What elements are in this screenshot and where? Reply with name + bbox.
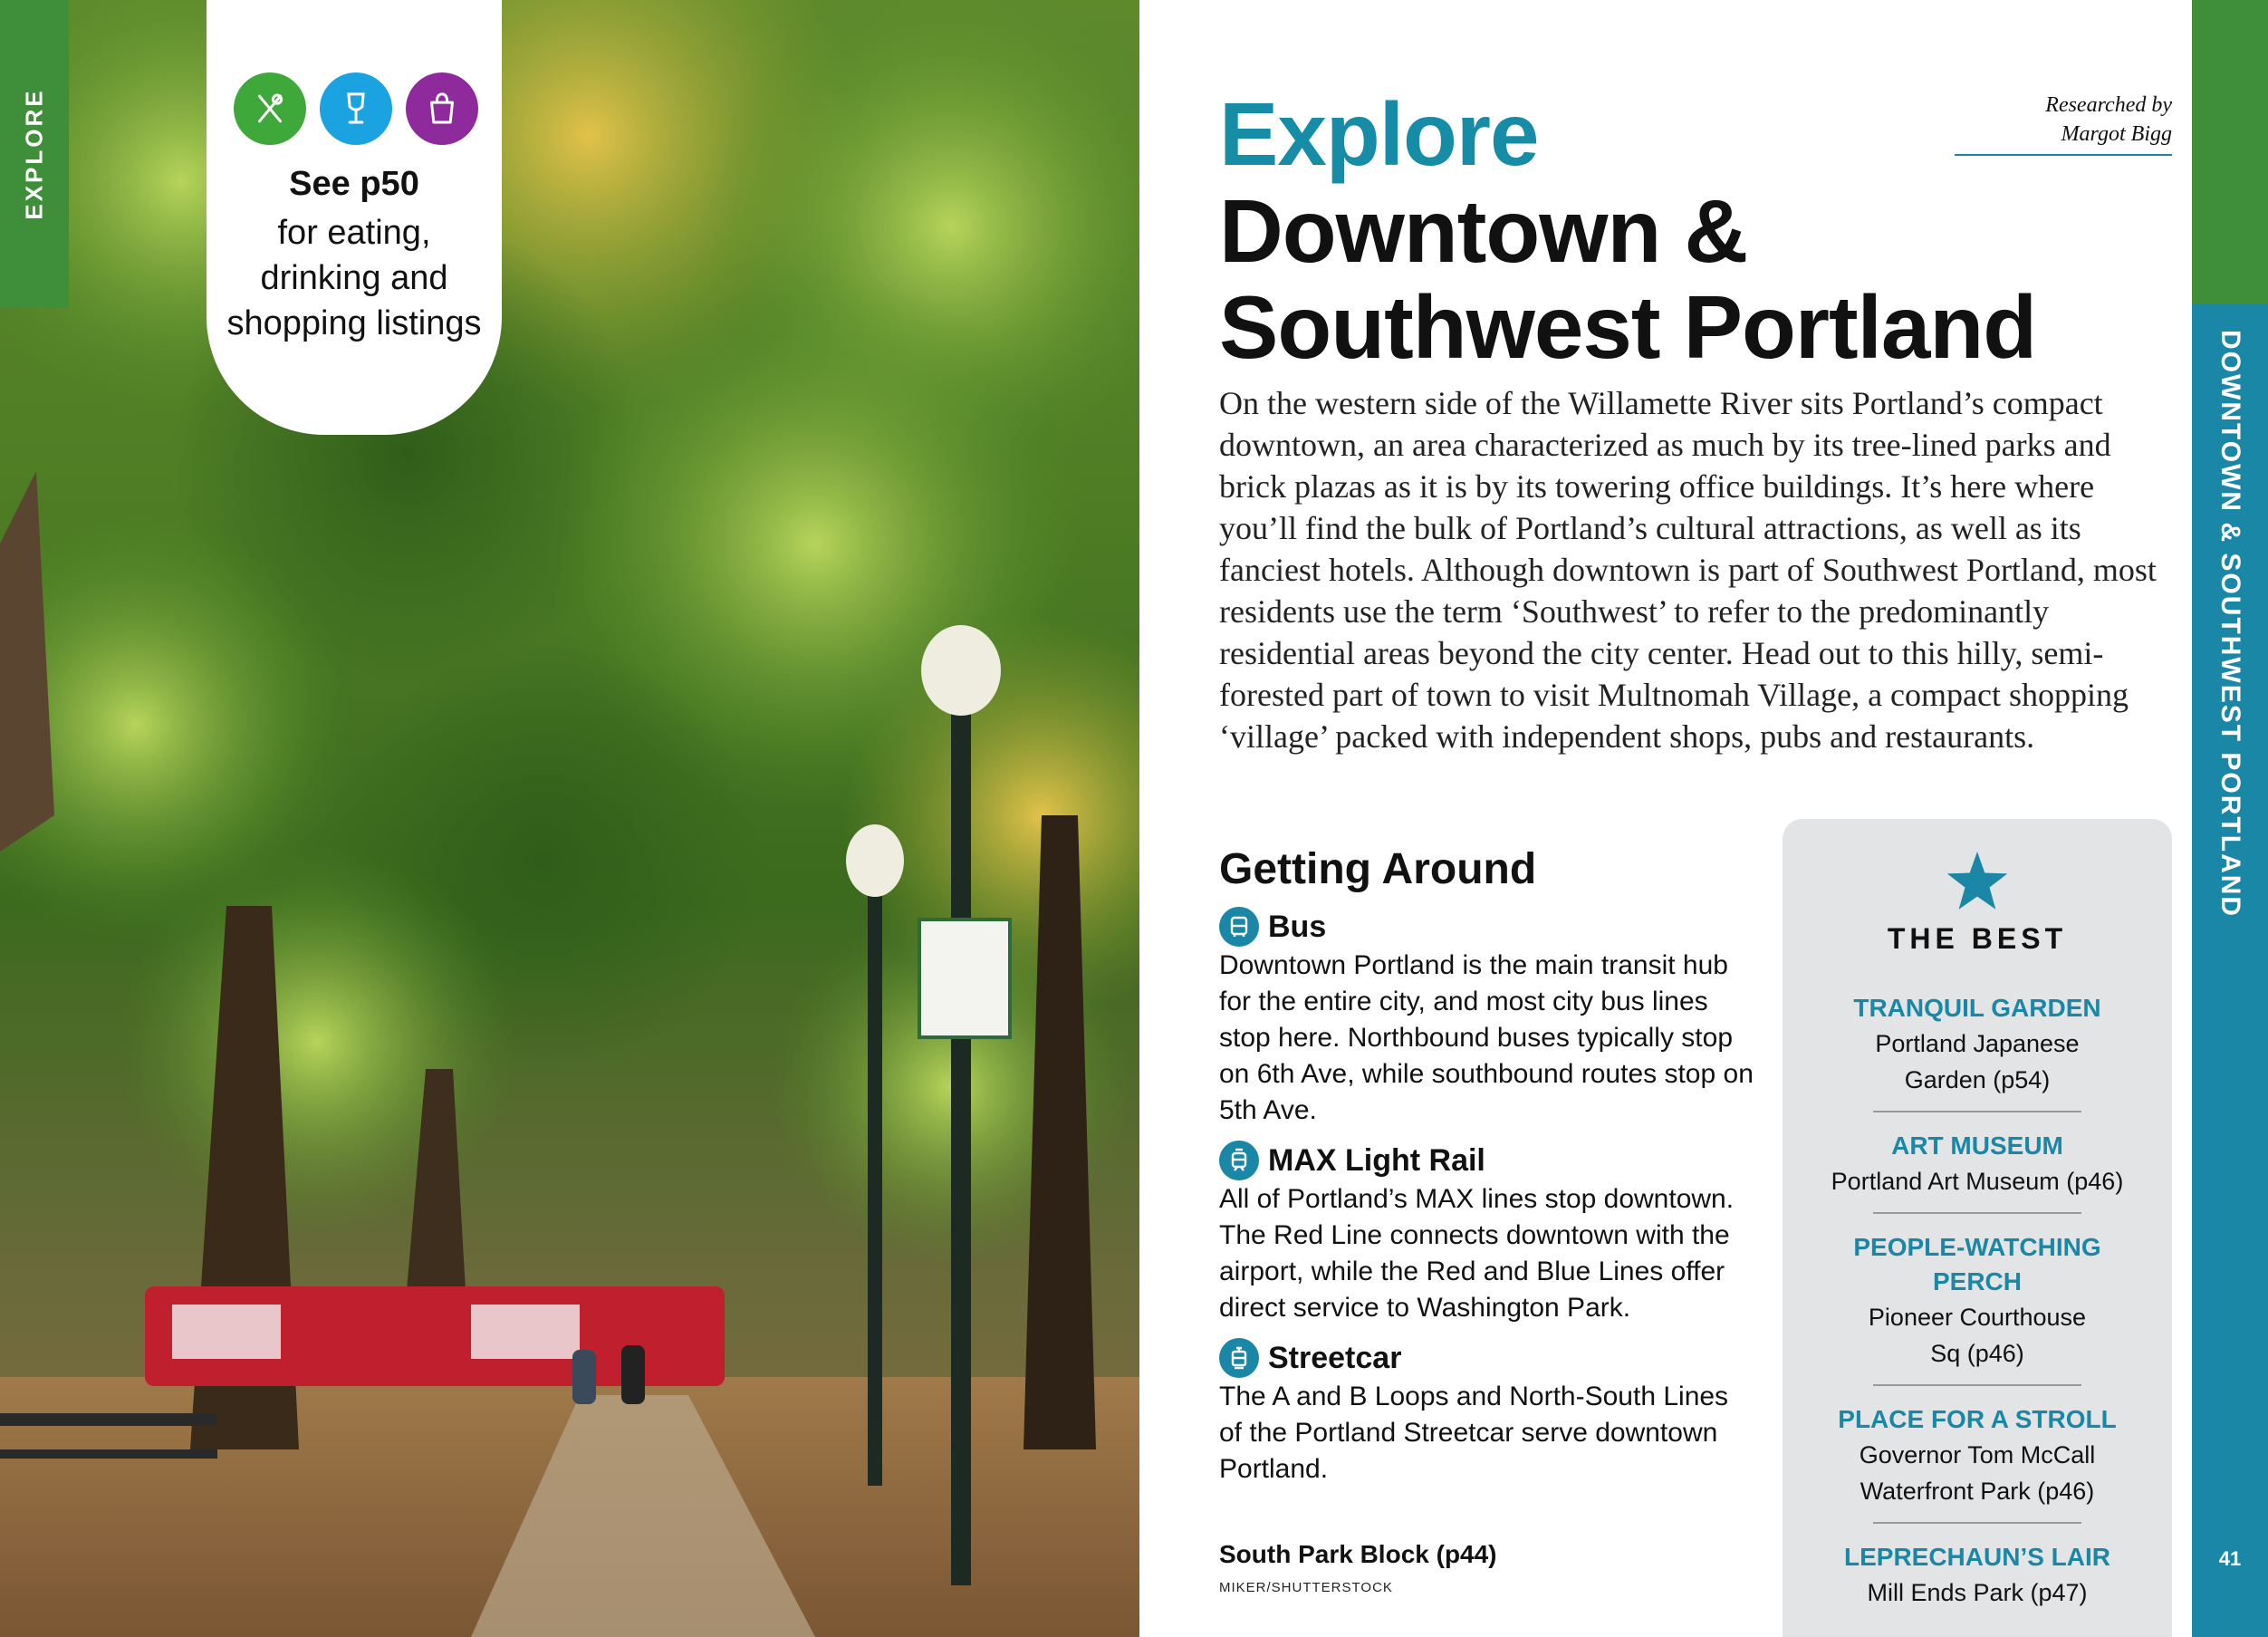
chapter-tab-label: DOWNTOWN & SOUTHWEST PORTLAND [2215, 330, 2245, 919]
transport-heading: Streetcar [1268, 1340, 1402, 1375]
researched-by-label: Researched by [2045, 93, 2172, 117]
left-side-tab [0, 0, 69, 308]
light-rail-icon [1219, 1141, 1259, 1180]
transport-text: The A and B Loops and North-South Lines of the Portland Streetcar serve downtown Portland. [1219, 1382, 1729, 1484]
author-name: Margot Bigg [2061, 122, 2172, 146]
getting-around-title: Getting Around [1219, 845, 1537, 893]
best-place: Portland Japanese Garden (p54) [1875, 1030, 2080, 1093]
transport-item-streetcar [1219, 1337, 1754, 1488]
transport-heading: MAX Light Rail [1268, 1142, 1485, 1178]
the-best-title: THE BEST [1887, 922, 2068, 955]
best-place: Portland Art Museum (p46) [1831, 1168, 2124, 1195]
star-icon [1783, 852, 2172, 911]
best-place: Governor Tom McCall Waterfront Park (p46) [1859, 1441, 2096, 1505]
best-item [1810, 1402, 2145, 1524]
the-best-box [1783, 819, 2172, 1637]
wine-glass-icon [320, 72, 392, 145]
best-item [1810, 1540, 2145, 1625]
transport-text: All of Portland’s MAX lines stop downtown. The Red Line connects downtown with the airport, while the Red and Blue Lines offer direct service to Washington Park. [1219, 1184, 1735, 1323]
transport-item-bus [1219, 906, 1754, 1129]
fork-knife-icon [234, 72, 306, 145]
best-item [1810, 991, 2145, 1112]
transport-item-light-rail [1219, 1140, 1754, 1326]
see-listings-text: for eating, drinking and shopping listings [226, 214, 482, 342]
explore-label: Explore [1219, 84, 1539, 184]
photo-credit: MIKER/SHUTTERSTOCK [1219, 1580, 1393, 1595]
left-side-tab-label: EXPLORE [20, 88, 48, 220]
best-category: ART MUSEUM [1891, 1131, 2063, 1160]
the-best-list [1810, 991, 2145, 1637]
streetcar-icon [1219, 1338, 1259, 1378]
best-category: TRANQUIL GARDEN [1853, 994, 2101, 1022]
getting-around-list [1219, 906, 1754, 1498]
shopping-bag-icon [406, 72, 478, 145]
photo-caption: South Park Block (p44) [1219, 1540, 1497, 1568]
best-place: Pioneer Courthouse Sq (p46) [1868, 1304, 2087, 1367]
researched-by [1955, 91, 2172, 156]
page-number: 41 [2218, 1547, 2242, 1570]
see-listings-box [207, 0, 502, 435]
best-item [1810, 1230, 2145, 1386]
best-category: PLACE FOR A STROLL [1838, 1405, 2117, 1433]
best-category: PEOPLE-WATCHING PERCH [1853, 1233, 2101, 1295]
right-side-tab-label: EXPLORE [1944, 179, 2087, 209]
right-side-tab-chapter [2192, 304, 2268, 1637]
transport-heading: Bus [1268, 909, 1327, 944]
bus-icon [1219, 907, 1259, 947]
best-place: Mill Ends Park (p47) [1867, 1579, 2088, 1606]
see-page-reference: See p50 [289, 165, 419, 203]
best-item [1810, 1129, 2145, 1214]
best-category: LEPRECHAUN’S LAIR [1843, 1543, 2110, 1571]
listing-icons [234, 72, 478, 145]
intro-paragraph: On the western side of the Willamette River sits Portland’s compact downtown, an area characterized as much by its tree-lined parks and brick plazas as it is by its towering office buildings. It’s here where you’ll find the bulk of Portland’s cultural attractions, as well as its fanciest hotels. Although downtown is part of Southwest Portland, most residents use the term ‘Southwest’ to refer to the predominantly residential areas beyond the city center. Head out to this hilly, semi-forested part of town to visit Multnomah Village, a compact shopping ‘village’ packed with independent shops, pubs and restaurants. [1219, 385, 2157, 755]
page-title: Downtown & Southwest Portland [1219, 181, 2037, 377]
transport-text: Downtown Portland is the main transit hub for the entire city, and most city bus lines stop here. Northbound buses typically stop on 6th Ave, while southbound routes stop on 5th Ave. [1219, 950, 1754, 1125]
